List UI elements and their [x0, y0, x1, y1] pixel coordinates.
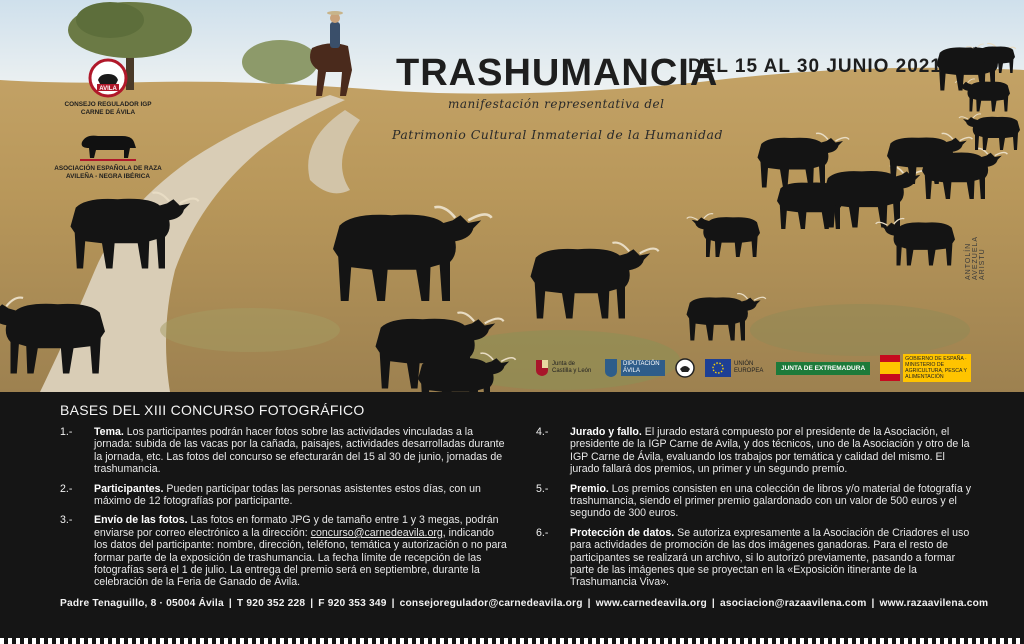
sponsor-logos [535, 352, 971, 384]
sponsor-generic-seal [675, 358, 695, 378]
rules-panel [0, 392, 1024, 644]
cow-silhouette [333, 207, 492, 301]
cow-silhouette [531, 243, 659, 319]
fax: F 920 353 349 [318, 598, 387, 609]
rules-heading: BASES DEL XIII CONCURSO FOTOGRÁFICO [60, 402, 365, 418]
rule-text: Los participantes podrán hacer fotos sobre las actividades vinculadas a la jornada: subida de las vacas por la cañada, paisajes, actividades desarrolladas durante la jornada, etc. Las fotos del concurso se efecturarán del 15 al 30 de junio, jornadas de trashumancia. [94, 426, 505, 476]
contact-footer: Padre Tenaguillo, 8 · 05004 Ávila | T 920 352 228 | F 920 353 349 | consejoregulador@carnedeavila.org | www.carnedeavila.org | asociacion@razaavilena.com | www.razaavilena.com [60, 598, 989, 609]
rule-text: Los premios consisten en una colección de libros y/o material de fotografía y trashumancia, siendo el primer premio galardonado con un valor de 500 euros y el segundo de 300 euros. [570, 482, 972, 520]
rule-title: Jurado y fallo. [570, 426, 642, 438]
rule-title: Premio. [570, 482, 609, 495]
rule-number: 1.- [60, 426, 73, 438]
consejo-regulador-logo [62, 58, 154, 117]
rule-number: 6.- [536, 526, 549, 539]
rule-item [60, 514, 510, 588]
rule-item [536, 527, 976, 589]
sponsor-castilla-leon: Junta de Castilla y León [535, 359, 594, 377]
diputacion-shield-icon [604, 358, 618, 378]
rule-item [536, 483, 976, 520]
cow-silhouette [687, 293, 766, 340]
rule-item [536, 426, 976, 476]
sponsor-extremadura: JUNTA DE EXTREMADURA [776, 362, 870, 375]
avila-badge-text: AVILA [99, 86, 117, 92]
web-carnedeavila-link[interactable]: www.carnedeavila.org [595, 598, 707, 609]
sponsor-eu: UNIÓN EUROPEA [705, 359, 766, 377]
spain-flag-icon [880, 355, 900, 381]
bull-silhouette-icon [76, 130, 140, 162]
photo-credit: ANTOLÍN AVEZUELA ARISTU [965, 236, 986, 280]
rule-text: Se autoriza expresamente a la Asociación de Criadores el uso para actividades de promoción de las dos imágenes ganadoras. Para el resto de participantes se realizará un archivo, si lo autorizó previamente, pasando a formar parte de las imágenes que se proyectan en la «Exposición itinerante de la Trashumancia Viva». [570, 526, 970, 589]
rule-number: 4.- [536, 426, 549, 438]
eu-flag-icon [705, 359, 731, 377]
subtitle-line2: Patrimonio Cultural Inmaterial de la Humanidad [392, 127, 723, 142]
cow-silhouette [71, 193, 199, 269]
perforated-edge [0, 638, 1024, 644]
cow-silhouette [0, 298, 105, 374]
rule-title: Protección de datos. [570, 526, 675, 539]
rules-left-column [60, 426, 510, 596]
contest-email-link[interactable]: concurso@carnedeavila.org [310, 526, 443, 539]
cow-silhouette [922, 148, 1007, 199]
rule-title: Participantes. [94, 482, 164, 495]
address: Padre Tenaguillo, 8 · 05004 Ávila [60, 598, 224, 609]
asociacion-logo [52, 130, 164, 181]
igp-avila-seal-icon [88, 58, 128, 98]
rule-item [60, 426, 510, 476]
rule-number: 2.- [60, 482, 73, 495]
phone: T 920 352 228 [236, 598, 306, 609]
cow-silhouette [687, 214, 760, 257]
round-seal-icon [675, 358, 695, 378]
rules-right-column [536, 426, 976, 596]
email-consejo-link[interactable]: consejoregulador@carnedeavila.org [399, 598, 583, 609]
castilla-leon-shield-icon [535, 359, 549, 377]
cow-silhouette [959, 114, 1020, 150]
event-dates: DEL 15 AL 30 JUNIO 2021 [688, 56, 942, 77]
rule-item [60, 483, 510, 508]
cow-silhouette [876, 218, 955, 265]
asociacion-label: ASOCIACIÓN ESPAÑOLA DE RAZA AVILEÑA - NEGRA IBÉRICA [54, 165, 162, 180]
email-asociacion-link[interactable]: asociacion@razaavilena.com [719, 598, 867, 609]
sponsor-gobierno: GOBIERNO DE ESPAÑA · MINISTERIO DE AGRICULTURA, PESCA Y ALIMENTACIÓN [880, 354, 971, 382]
rule-text: Pueden participar todas las personas asistentes estos días, con un máximo de 12 fotografías por participante. [94, 482, 481, 508]
sponsor-diputacion: DIPUTACIÓN ÁVILA [604, 358, 665, 378]
rule-text: , indicando los datos del participante: nombre, dirección, teléfono, temática y autorización o no para formar parte de la exposición de trashumancia. La fecha límite de recepción de las fotografías será el 1 de julio. La entrega del premio será en septiembre, durante la celebración de la Feria de Ganado de Ávila. [94, 526, 507, 589]
subtitle-line1: manifestación representativa del [448, 97, 665, 111]
rule-text: El jurado estará compuesto por el presidente de la Asociación, el presidente de la IGP Carne de Avila, y dos técnicos, uno de la Asociación y otro de la IGP Carne de Ávila, evaluando los trabajos por temática y calidad del mismo. El jurado fallará dos premios, un primer y un segundo premio. [570, 426, 970, 476]
rule-text: Las fotos en formato JPG y de tamaño entre 1 y 3 megas, podrán enviarse por correo electrónico a la dirección: [94, 514, 499, 539]
web-razaavilena-link[interactable]: www.razaavilena.com [879, 598, 989, 609]
event-title: TRASHUMANCIA [396, 52, 719, 94]
rule-number: 5.- [536, 482, 549, 495]
rule-title: Envío de las fotos. [94, 514, 188, 527]
rule-title: Tema. [94, 426, 124, 438]
consejo-label: CONSEJO REGULADOR IGP CARNE DE ÁVILA [64, 101, 152, 116]
rule-number: 3.- [60, 514, 73, 527]
